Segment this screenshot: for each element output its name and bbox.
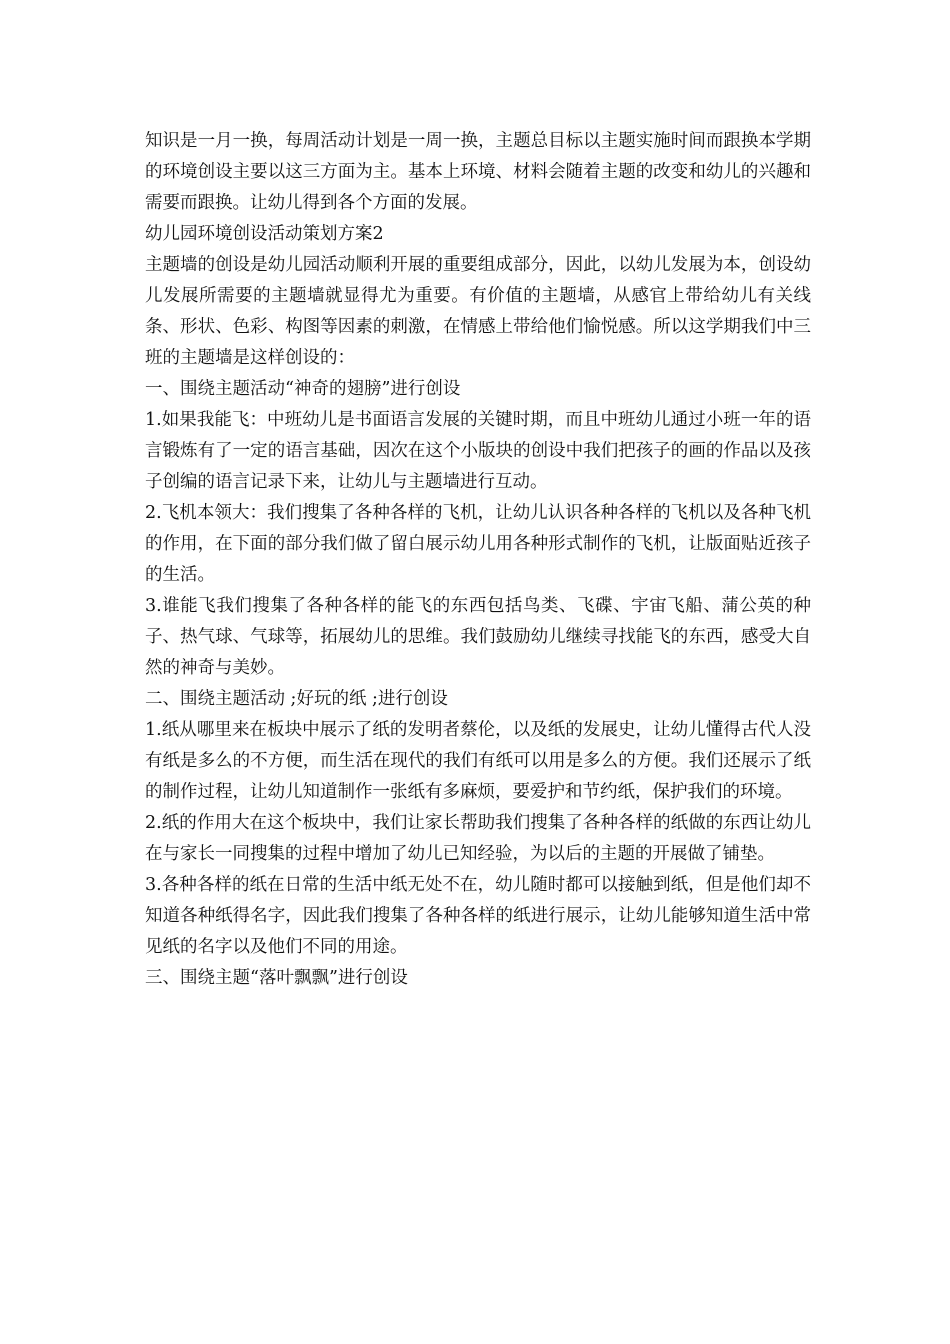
paragraph-airplanes: 2.飞机本领大：我们搜集了各种各样的飞机，让幼儿认识各种各样的飞机以及各种飞机的作用，在下面的部分我们做了留白展示幼儿用各种形式制作的飞机，让版面贴近孩子的生活。 [145,503,811,585]
document-body [145,126,811,994]
section-title-plan-2: 幼儿园环境创设活动策划方案2 [145,224,384,244]
paragraph-intro: 知识是一月一换，每周活动计划是一周一换，主题总目标以主题实施时间而跟换本学期的环境创设主要以这三方面为主。基本上环境、材料会随着主题的改变和幼儿的兴趣和需要而跟换。让幼儿得到各个方面的发展。 [145,131,811,213]
heading-fun-paper: 二、围绕主题活动 ;好玩的纸 ;进行创设 [145,689,448,709]
paragraph-kinds-of-paper: 3.各种各样的纸在日常的生活中纸无处不在，幼儿随时都可以接触到纸，但是他们却不知道各种纸得名字，因此我们搜集了各种各样的纸进行展示，让幼儿能够知道生活中常见纸的名字以及他们不同的用途。 [145,875,811,957]
paragraph-if-i-could-fly: 1.如果我能飞：中班幼儿是书面语言发展的关键时期，而且中班幼儿通过小班一年的语言锻炼有了一定的语言基础，因次在这个小版块的创设中我们把孩子的画的作品以及孩子创编的语言记录下来，让幼儿与主题墙进行互动。 [145,410,811,492]
paragraph-uses-of-paper: 2.纸的作用大在这个板块中，我们让家长帮助我们搜集了各种各样的纸做的东西让幼儿在与家长一同搜集的过程中增加了幼儿已知经验，为以后的主题的开展做了铺垫。 [145,813,811,864]
heading-magic-wings: 一、围绕主题活动“神奇的翅膀”进行创设 [145,379,461,399]
paragraph-origin-of-paper: 1.纸从哪里来在板块中展示了纸的发明者蔡伦，以及纸的发展史，让幼儿懂得古代人没有纸是多么的不方便，而生活在现代的我们有纸可以用是多么的方便。我们还展示了纸的制作过程，让幼儿知道制作一张纸有多麻烦，要爱护和节约纸，保护我们的环境。 [145,720,811,802]
paragraph-theme-wall: 主题墙的创设是幼儿园活动顺利开展的重要组成部分，因此，以幼儿发展为本，创设幼儿发展所需要的主题墙就显得尤为重要。有价值的主题墙，从感官上带给幼儿有关线条、形状、色彩、构图等因素的刺激，在情感上带给他们愉悦感。所以这学期我们中三班的主题墙是这样创设的： [145,255,811,368]
paragraph-who-can-fly: 3.谁能飞我们搜集了各种各样的能飞的东西包括鸟类、飞碟、宇宙飞船、蒲公英的种子、热气球、气球等，拓展幼儿的思维。我们鼓励幼儿继续寻找能飞的东西，感受大自然的神奇与美妙。 [145,596,811,678]
heading-falling-leaves: 三、围绕主题“落叶飘飘”进行创设 [145,968,408,988]
